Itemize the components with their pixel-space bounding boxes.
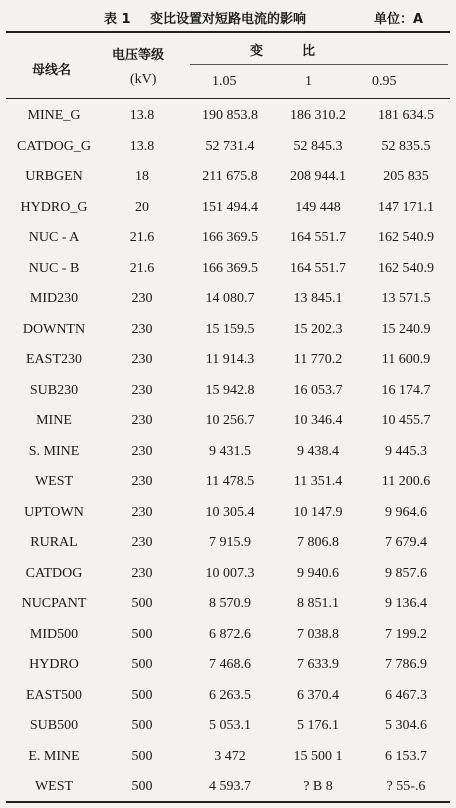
current-ratio-0-95-cell: 11 200.6 [381, 474, 431, 489]
current-ratio-0-95-cell: 10 455.7 [381, 413, 431, 428]
bus-name-cell: HYDRO [29, 657, 79, 672]
table-row [6, 224, 450, 255]
current-ratio-1-05-cell: 166 369.5 [202, 260, 258, 276]
voltage-level-header: 电压等级 [112, 48, 165, 63]
current-ratio-1-cell: 11 770.2 [293, 352, 343, 367]
bus-name-cell: E. MINE [28, 748, 80, 764]
current-ratio-1-cell: ? B 8 [303, 779, 333, 794]
bus-name-cell: MID500 [29, 626, 79, 642]
table-row [6, 102, 450, 133]
current-ratio-0-95-cell: 7 679.4 [385, 535, 427, 550]
table-row [6, 529, 450, 560]
current-ratio-0-95-cell: 7 199.2 [385, 626, 427, 642]
current-ratio-1-05-cell: 211 675.8 [202, 169, 258, 184]
table-row [6, 712, 450, 743]
current-ratio-1-05-cell: 6 872.6 [209, 626, 251, 642]
current-ratio-1-05-cell: 151 494.4 [202, 199, 258, 215]
bus-name-cell: CATDOG [25, 565, 83, 581]
current-ratio-0-95-cell: 15 240.9 [381, 321, 431, 337]
bus-name-cell: MID230 [29, 291, 79, 306]
current-ratio-1-05-cell: 15 942.8 [205, 382, 255, 398]
current-ratio-1-cell: 11 351.4 [293, 474, 343, 489]
current-ratio-0-95-cell: 147 171.1 [378, 199, 434, 215]
bus-name-cell: UPTOWN [24, 504, 84, 520]
current-ratio-1-05-cell: 166 369.5 [202, 230, 258, 245]
table-row [6, 285, 450, 316]
bus-name-cell: SUB500 [29, 718, 79, 733]
bus-name-cell: DOWNTN [22, 321, 86, 337]
current-ratio-0-95-cell: 5 304.6 [385, 718, 427, 733]
current-ratio-1-05-cell: 7 468.6 [209, 657, 251, 672]
voltage-cell: 21.6 [129, 230, 155, 245]
current-ratio-1-cell: 16 053.7 [293, 382, 343, 398]
table-row [6, 377, 450, 408]
current-ratio-1-05-cell: 10 305.4 [205, 504, 255, 520]
table-row [6, 499, 450, 530]
voltage-cell: 500 [131, 779, 153, 794]
bus-name-cell: NUC - A [28, 230, 80, 245]
current-ratio-1-05-cell: 7 915.9 [209, 535, 251, 550]
current-ratio-1-05-cell: 11 478.5 [205, 474, 255, 489]
bottom-rule [6, 801, 450, 803]
table-row [6, 133, 450, 164]
current-ratio-0-95-cell: 9 445.3 [385, 443, 427, 459]
bus-name-cell: WEST [34, 474, 74, 489]
bus-name-cell: EAST230 [26, 352, 82, 367]
top-rule [6, 31, 450, 33]
voltage-cell: 230 [131, 565, 153, 581]
voltage-cell: 13.8 [129, 108, 155, 123]
table-unit: 单位：A [374, 12, 424, 27]
current-ratio-0-95-cell: 6 467.3 [385, 687, 427, 703]
current-ratio-0-95-cell: 9 964.6 [385, 504, 427, 520]
table-number: 表 1 [104, 12, 131, 27]
table-row [6, 407, 450, 438]
header-rule [6, 98, 450, 99]
current-ratio-0-95-cell: 9 857.6 [385, 565, 427, 581]
voltage-cell: 230 [131, 382, 153, 398]
table-row [6, 743, 450, 774]
table-body [6, 102, 450, 804]
voltage-cell: 230 [131, 535, 153, 550]
voltage-cell: 500 [131, 626, 153, 642]
current-ratio-1-05-cell: 10 007.3 [205, 565, 255, 581]
table-row [6, 316, 450, 347]
current-ratio-0-95-cell: 205 835 [383, 169, 429, 184]
current-ratio-1-05-cell: 5 053.1 [209, 718, 251, 733]
voltage-cell: 500 [131, 596, 153, 611]
current-ratio-1-05-cell: 15 159.5 [205, 321, 255, 337]
ratio-1-header: 1 [305, 74, 312, 89]
current-ratio-0-95-cell: 6 153.7 [385, 748, 427, 764]
table-title: 变比设置对短路电流的影响 [150, 12, 307, 27]
current-ratio-1-cell: 7 806.8 [297, 535, 339, 550]
current-ratio-1-05-cell: 3 472 [214, 748, 246, 764]
table-row [6, 773, 450, 804]
voltage-cell: 230 [131, 321, 153, 337]
current-ratio-1-cell: 8 851.1 [297, 596, 339, 611]
current-ratio-1-05-cell: 11 914.3 [205, 352, 255, 367]
current-ratio-1-cell: 7 038.8 [297, 626, 339, 642]
table-row [6, 621, 450, 652]
current-ratio-1-cell: 9 438.4 [297, 443, 339, 459]
bus-name-cell: SUB230 [29, 382, 79, 398]
current-ratio-1-cell: 6 370.4 [297, 687, 339, 703]
current-ratio-1-cell: 10 147.9 [293, 504, 343, 520]
table-row [6, 346, 450, 377]
current-ratio-1-05-cell: 10 256.7 [205, 413, 255, 428]
current-ratio-1-cell: 52 845.3 [293, 138, 343, 154]
bus-name-header: 母线名 [32, 63, 72, 78]
voltage-cell: 500 [131, 748, 153, 764]
bus-name-cell: HYDRO_G [20, 199, 88, 215]
current-ratio-0-95-cell: 181 634.5 [378, 108, 434, 123]
bus-name-cell: RURAL [30, 535, 78, 550]
table-row [6, 560, 450, 591]
current-ratio-1-cell: 10 346.4 [293, 413, 343, 428]
current-ratio-0-95-cell: 162 540.9 [378, 230, 434, 245]
current-ratio-1-cell: 15 500 1 [293, 748, 343, 764]
current-ratio-1-05-cell: 190 853.8 [202, 108, 258, 123]
ratio-0-95-header: 0.95 [372, 74, 397, 89]
voltage-cell: 21.6 [129, 260, 155, 276]
current-ratio-0-95-cell: 162 540.9 [378, 260, 434, 276]
current-ratio-1-cell: 9 940.6 [297, 565, 339, 581]
table-row [6, 651, 450, 682]
table-row [6, 255, 450, 286]
ratio-header-underline [190, 64, 448, 65]
current-ratio-0-95-cell: 11 600.9 [381, 352, 431, 367]
current-ratio-1-cell: 186 310.2 [290, 108, 346, 123]
table-row [6, 590, 450, 621]
table-row [6, 682, 450, 713]
bus-name-cell: WEST [34, 779, 74, 794]
current-ratio-1-cell: 164 551.7 [290, 260, 346, 276]
ratio-header-char-2: 比 [302, 44, 316, 59]
table-row [6, 194, 450, 225]
voltage-cell: 13.8 [129, 138, 155, 154]
bus-name-cell: EAST500 [26, 687, 82, 703]
voltage-cell: 500 [131, 718, 153, 733]
current-ratio-1-05-cell: 8 570.9 [209, 596, 251, 611]
bus-name-cell: NUC - B [28, 260, 80, 276]
current-ratio-1-cell: 5 176.1 [297, 718, 339, 733]
table-row [6, 468, 450, 499]
current-ratio-1-05-cell: 52 731.4 [205, 138, 255, 154]
voltage-cell: 230 [131, 443, 153, 459]
current-ratio-0-95-cell: ? 55-.6 [386, 779, 426, 794]
voltage-cell: 500 [131, 657, 153, 672]
voltage-cell: 230 [131, 504, 153, 520]
current-ratio-0-95-cell: 13 571.5 [381, 291, 431, 306]
voltage-cell: 230 [131, 474, 153, 489]
current-ratio-1-05-cell: 6 263.5 [209, 687, 251, 703]
current-ratio-1-05-cell: 4 593.7 [209, 779, 251, 794]
current-ratio-1-cell: 208 944.1 [290, 169, 346, 184]
bus-name-cell: URBGEN [25, 169, 83, 184]
bus-name-cell: MINE_G [27, 108, 81, 123]
current-ratio-0-95-cell: 52 835.5 [381, 138, 431, 154]
ratio-1-05-header: 1.05 [212, 74, 237, 89]
table-row [6, 163, 450, 194]
voltage-cell: 18 [135, 169, 149, 184]
current-ratio-0-95-cell: 9 136.4 [385, 596, 427, 611]
bus-name-cell: CATDOG_G [17, 138, 91, 154]
table-caption [0, 6, 456, 26]
voltage-cell: 500 [131, 687, 153, 703]
current-ratio-1-cell: 15 202.3 [293, 321, 343, 337]
table-row [6, 438, 450, 469]
current-ratio-1-cell: 13 845.1 [293, 291, 343, 306]
current-ratio-1-cell: 164 551.7 [290, 230, 346, 245]
voltage-unit-header: (kV) [130, 72, 157, 87]
current-ratio-0-95-cell: 7 786.9 [385, 657, 427, 672]
voltage-cell: 230 [131, 413, 153, 428]
bus-name-cell: MINE [36, 413, 72, 428]
voltage-cell: 230 [131, 352, 153, 367]
current-ratio-1-05-cell: 14 080.7 [205, 291, 255, 306]
current-ratio-1-cell: 149 448 [295, 199, 341, 215]
voltage-cell: 230 [131, 291, 153, 306]
bus-name-cell: NUCPANT [21, 596, 87, 611]
ratio-header-char-1: 变 [250, 44, 264, 59]
current-ratio-0-95-cell: 16 174.7 [381, 382, 431, 398]
voltage-cell: 20 [135, 199, 149, 215]
bus-name-cell: S. MINE [28, 443, 80, 459]
current-ratio-1-cell: 7 633.9 [297, 657, 339, 672]
current-ratio-1-05-cell: 9 431.5 [209, 443, 251, 459]
